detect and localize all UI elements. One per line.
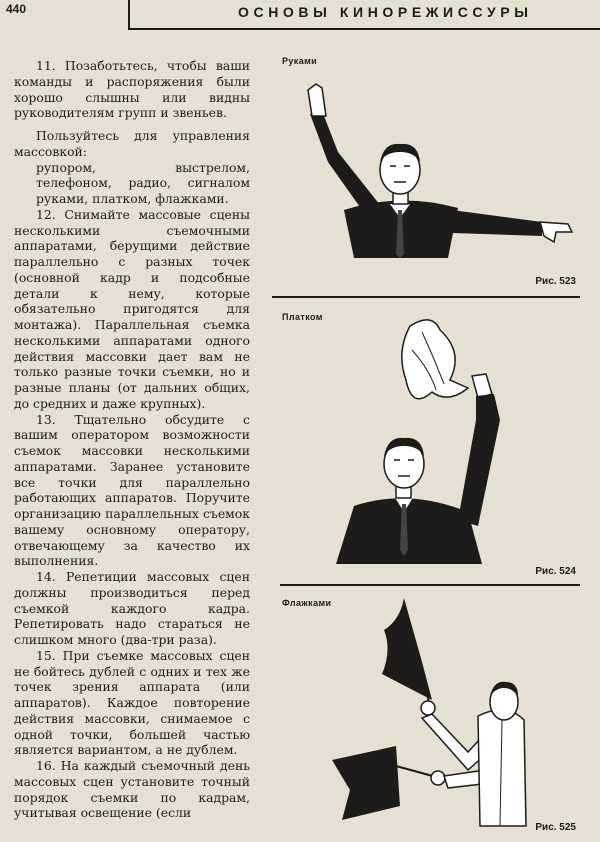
figure-524 (272, 300, 580, 586)
figure-caption: Рис. 524 (535, 566, 576, 577)
text-column (14, 58, 250, 821)
paragraph-15: 15. При съемке массовых сцен не бойтесь дублей с одних и тех же точек зрения аппарата (или аппаратов). Каждое повторение действия массовки, снимаемое с одной точки, большей частью является вариантом, а не дублем. (14, 647, 250, 758)
figure-label: Флажками (282, 598, 332, 608)
figure-rule (280, 584, 580, 586)
running-title: ОСНОВЫ КИНОРЕЖИССУРЫ (238, 4, 533, 20)
paragraph-11: 11. Позаботьтесь, чтобы ваши команды и распоряжения были хорошо слышны или видны руководителям групп и звеньев. (14, 58, 250, 121)
figure-label: Платком (282, 312, 323, 322)
figure-525 (272, 590, 580, 840)
header-rule (128, 28, 600, 30)
handkerchief-signal-illustration (272, 300, 580, 580)
paragraph-13: 13. Тщательно обсудите с вашим оператором возможности съемок массовки несколькими аппаратами. Заранее установите все точки для параллельно работающих аппаратов. Поручите организацию параллельных съемок вашему основному оператору, отвечающему за качество их выполнения. (14, 411, 250, 569)
figure-caption: Рис. 523 (535, 276, 576, 287)
figure-rule (272, 296, 580, 298)
paragraph-16: 16. На каждый съемочный день массовых сцен установите точный порядок съемки по кадрам, учитывая освещение (если (14, 758, 250, 821)
figure-label: Руками (282, 56, 318, 66)
header-vertical-rule (128, 0, 130, 30)
paragraph-14: 14. Репетиции массовых сцен должны производиться перед съемкой каждого кадра. Репетировать надо стараться не слишком много (два-три раза). (14, 569, 250, 647)
flag-signal-illustration (272, 590, 580, 840)
page-number: 440 (6, 2, 27, 16)
hand-signal-illustration (272, 54, 580, 294)
figure-523 (272, 54, 580, 300)
figure-caption: Рис. 525 (535, 822, 576, 833)
paragraph-lead: Пользуйтесь для управления массовкой: (14, 128, 250, 159)
paragraph-12: 12. Снимайте массовые сцены несколькими съемочными аппаратами, берущими действие параллельно с разных точек (основной кадр и подсобные детали к нему, которые обязательно пригодятся для монтажа). Параллельная съемка несколькими аппаратами одного действия массовки дает вам не только разные точки съемки, но и разные планы (от дальних общих, до средних и даже крупных). (14, 206, 250, 411)
paragraph-list: рупором, выстрелом, телефоном, радио, сигналом руками, платком, флажками. (36, 159, 250, 206)
